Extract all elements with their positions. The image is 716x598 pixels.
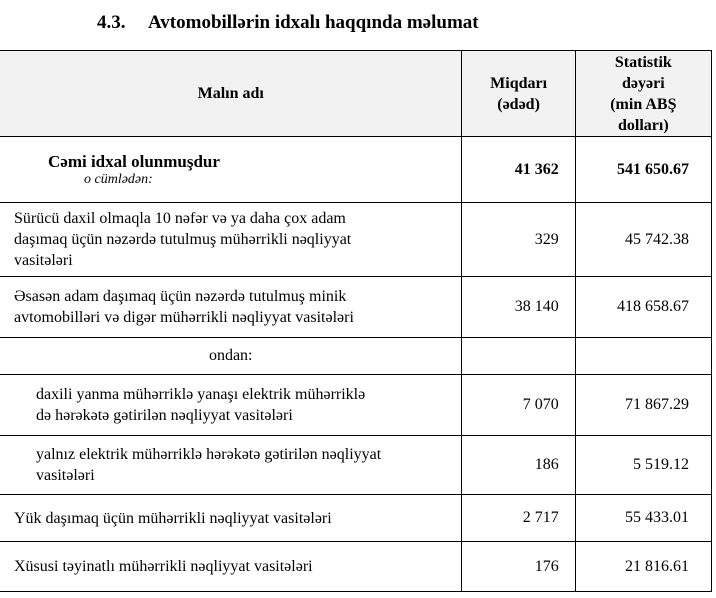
row-label — [0, 375, 462, 436]
row-label — [0, 542, 462, 592]
table-row — [0, 495, 712, 542]
header-quantity-line1: Miqdarı — [490, 74, 548, 92]
row-quantity: 186 — [462, 436, 575, 495]
row-label-line: Əsasən adam daşımaq üçün nəzərdə tutulmuş minik — [14, 288, 347, 305]
subheader-row — [0, 338, 712, 375]
row-value: 45 742.38 — [575, 203, 711, 277]
row-quantity: 7 070 — [462, 375, 575, 436]
row-label-line: də hərəkətə gətirilən nəqliyyat vasitələri — [36, 407, 293, 424]
row-label-line: daşımaq üçün nəzərdə tutulmuş mühərrikli nəqliyyat — [14, 231, 352, 248]
table-row — [0, 375, 712, 436]
row-value: 5 519.12 — [575, 436, 711, 495]
empty-cell — [575, 338, 711, 375]
total-quantity: 41 362 — [462, 137, 575, 203]
header-value-line4: dolları) — [618, 116, 669, 134]
total-sublabel: o cümlədən: — [84, 172, 153, 187]
total-label: Cəmi idxal olunmuşdur — [48, 152, 220, 171]
table-row — [0, 277, 712, 338]
row-value: 21 816.61 — [575, 542, 711, 592]
row-quantity: 329 — [462, 203, 575, 277]
row-label — [0, 203, 462, 277]
total-row — [0, 137, 712, 203]
row-quantity: 176 — [462, 542, 575, 592]
row-label — [0, 277, 462, 338]
row-label-line: vasitələri — [14, 252, 73, 269]
row-quantity: 2 717 — [462, 495, 575, 542]
row-value: 71 867.29 — [575, 375, 711, 436]
section-title: Avtomobillərin idxalı haqqında məlumat — [148, 12, 479, 33]
row-label-line: daxili yanma mühərriklə yanaşı elektrik mühərriklə — [36, 386, 366, 403]
header-value-line1: Statistik — [614, 53, 672, 71]
document-title — [0, 8, 716, 38]
header-value-line3: (min ABŞ — [610, 95, 677, 113]
section-number: 4.3. — [97, 12, 126, 33]
row-value: 55 433.01 — [575, 495, 711, 542]
table-row — [0, 542, 712, 592]
header-quantity-line2: (ədəd) — [497, 95, 540, 113]
row-value: 418 658.67 — [575, 277, 711, 338]
row-label-line: Xüsusi təyinatlı mühərrikli nəqliyyat vasitələri — [14, 558, 313, 575]
header-name: Malın adı — [0, 51, 462, 137]
header-row — [0, 51, 712, 137]
header-value — [575, 51, 711, 137]
table-row — [0, 203, 712, 277]
total-value: 541 650.67 — [575, 137, 711, 203]
header-quantity — [462, 51, 575, 137]
row-label-line: Sürücü daxil olmaqla 10 nəfər və ya daha çox adam — [14, 210, 346, 227]
header-value-line2: dəyəri — [622, 74, 665, 92]
empty-cell — [462, 338, 575, 375]
table-row — [0, 436, 712, 495]
row-quantity: 38 140 — [462, 277, 575, 338]
row-label-line: vasitələri — [36, 467, 95, 484]
row-label-line: yalnız elektrik mühərriklə hərəkətə gətirilən nəqliyyat — [36, 446, 382, 463]
subheader-label: ondan: — [0, 338, 462, 375]
total-label-cell — [0, 137, 462, 203]
row-label-line: avtomobilləri və digər mühərrikli nəqliyyat vasitələri — [14, 309, 354, 326]
import-table — [0, 50, 712, 592]
row-label — [0, 495, 462, 542]
row-label — [0, 436, 462, 495]
row-label-line: Yük daşımaq üçün mühərrikli nəqliyyat vasitələri — [14, 509, 332, 527]
